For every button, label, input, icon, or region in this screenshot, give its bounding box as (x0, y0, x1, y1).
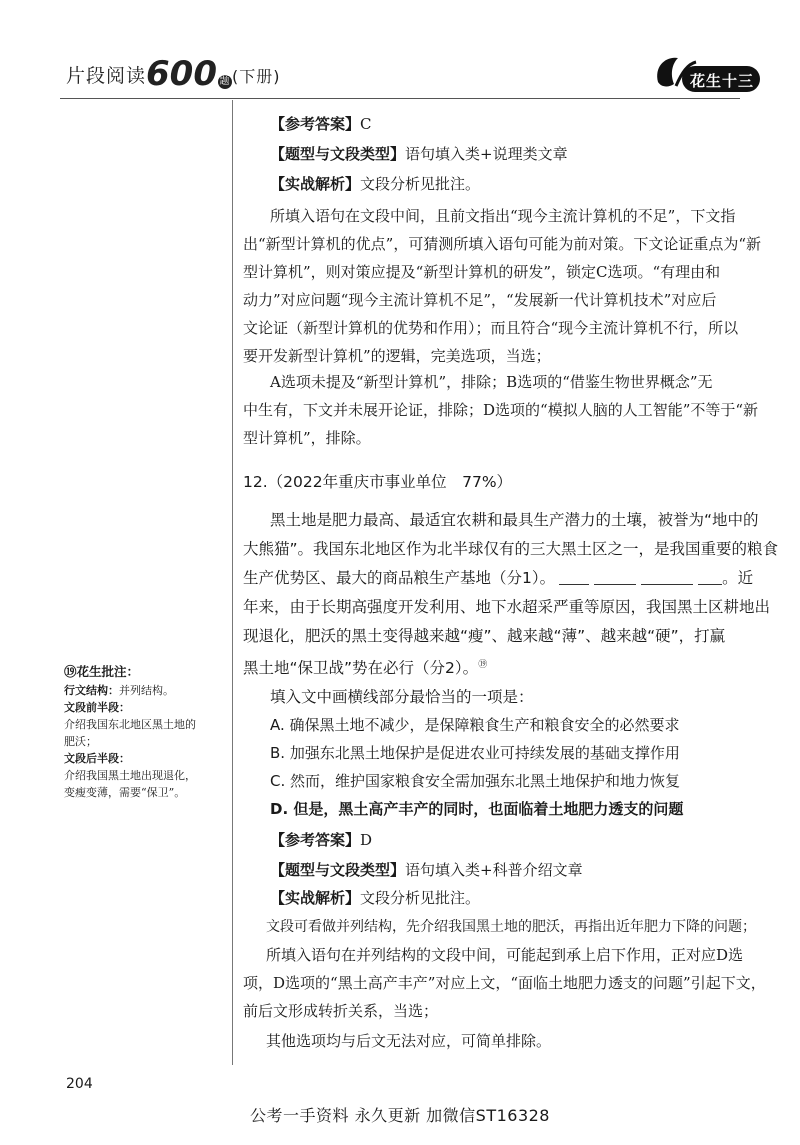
answer-blank (641, 570, 693, 585)
option-b: B. 加强东北黑土地保护是促进农业可持续发展的基础支撑作用 (270, 744, 680, 762)
passage-line-end: 黑土地“保卫战”势在必行（分2）。⑲ (243, 659, 488, 678)
reference-answer-2: 【参考答案】D (270, 831, 373, 849)
analysis-line: 中生有，下文并未展开论证，排除；D选项的“模拟人脑的人工智能”不等于“新 (243, 401, 759, 419)
analysis-line: 所填入语句在并列结构的文段中间，可能起到承上启下作用，正对应D选 (266, 946, 744, 964)
analysis-line: 型计算机”，排除。 (243, 429, 371, 447)
sidenote-structure: 行文结构：并列结构。 (64, 684, 174, 697)
question-heading: 12.（2022年重庆市事业单位 77%） (243, 473, 513, 491)
question-type-2: 【题型与文段类型】语句填入类+科普介绍文章 (270, 861, 583, 879)
sidenote-title: ⑲花生批注： (64, 664, 140, 679)
passage-line: 现退化，肥沃的黑土变得越来越“瘦”、越来越“薄”、越来越“硬”，打赢 (243, 627, 726, 645)
analysis-line: A选项未提及“新型计算机”，排除；B选项的“借鉴生物世界概念”无 (270, 373, 713, 391)
sidenote-line: 介绍我国东北地区黑土地的 (64, 718, 196, 731)
title-ti-badge: 题 (219, 76, 231, 87)
analysis-label-1: 【实战解析】文段分析见批注。 (270, 175, 481, 193)
analysis-line: 其他选项均与后文无法对应，可简单排除。 (266, 1032, 552, 1050)
option-c: C. 然而，维护国家粮食安全需加强东北黑土地保护和地力恢复 (270, 772, 681, 790)
analysis-line: 项，D选项的“黑土高产丰产”对应上文，“面临土地肥力透支的问题”引起下文， (243, 974, 766, 992)
passage-line: 黑土地是肥力最高、最适宜农耕和最具生产潜力的土壤，被誉为“地中的 (270, 511, 759, 529)
sidenote-line: 介绍我国黑土地出现退化， (64, 769, 196, 782)
option-d: D. 但是，黑土高产丰产的同时，也面临着土地肥力透支的问题 (270, 800, 684, 818)
question-type-1: 【题型与文段类型】语句填入类+说理类文章 (270, 145, 568, 163)
logo-text: 花生十三 (690, 72, 755, 90)
footnote-mark: ⑲ (478, 660, 488, 670)
sidenote-line: 变瘦变薄，需要“保卫”。 (64, 786, 186, 799)
analysis-line: 所填入语句在文段中间，且前文指出“现今主流计算机的不足”，下文指 (270, 207, 736, 225)
answer-blank (594, 570, 636, 585)
answer-blank (559, 570, 589, 585)
sidenote-second-label: 文段后半段： (64, 752, 130, 765)
reference-answer-1: 【参考答案】C (270, 115, 372, 133)
analysis-line: 文段可看做并列结构，先介绍我国黑土地的肥沃，再指出近年肥力下降的问题； (266, 919, 756, 935)
sidenote-first-label: 文段前半段： (64, 701, 130, 714)
analysis-label-2: 【实战解析】文段分析见批注。 (270, 889, 481, 907)
footer-watermark-text: 公考一手资料 永久更新 加微信ST16328 (249, 1106, 550, 1125)
analysis-line: 文论证（新型计算机的优势和作用）；而且符合“现今主流计算机不行，所以 (243, 319, 739, 337)
question-prompt: 填入文中画横线部分最恰当的一项是： (270, 688, 534, 706)
option-a: A. 确保黑土地不减少，是保障粮食生产和粮食安全的必然要求 (270, 716, 680, 734)
passage-line: 年来，由于长期高强度开发利用、地下水超采严重等原因，我国黑土区耕地出 (243, 598, 771, 616)
analysis-line: 要开发新型计算机”的逻辑，完美选项，当选； (243, 347, 551, 365)
analysis-line: 动力”对应问题“现今主流计算机不足”，“发展新一代计算机技术”对应后 (243, 291, 717, 309)
answer-blank (698, 570, 722, 585)
title-volume: (下册) (232, 67, 281, 86)
margin-rule (232, 100, 233, 1065)
analysis-line: 型计算机”，则对策应提及“新型计算机的研发”，锁定C选项。“有理由和 (243, 263, 721, 281)
title-number: 600 (146, 54, 217, 94)
passage-line: 大熊猫”。我国东北地区作为北半球仅有的三大黑土区之一，是我国重要的粮食 (243, 540, 779, 558)
passage-line-with-blank: 生产优势区、最大的商品粮生产基地（分1）。 。近 (243, 569, 754, 587)
analysis-line: 前后文形成转折关系，当选； (243, 1002, 439, 1020)
brand-logo (652, 52, 762, 98)
book-title (66, 54, 281, 94)
analysis-line: 出“新型计算机的优点”，可猜测所填入语句可能为前对策。下文论证重点为“新 (243, 235, 762, 253)
title-prefix: 片段阅读 (66, 65, 147, 87)
sidenote (64, 662, 196, 801)
sidenote-line: 肥沃； (64, 735, 97, 748)
header-rule (60, 98, 740, 99)
page-number: 204 (66, 1076, 93, 1092)
